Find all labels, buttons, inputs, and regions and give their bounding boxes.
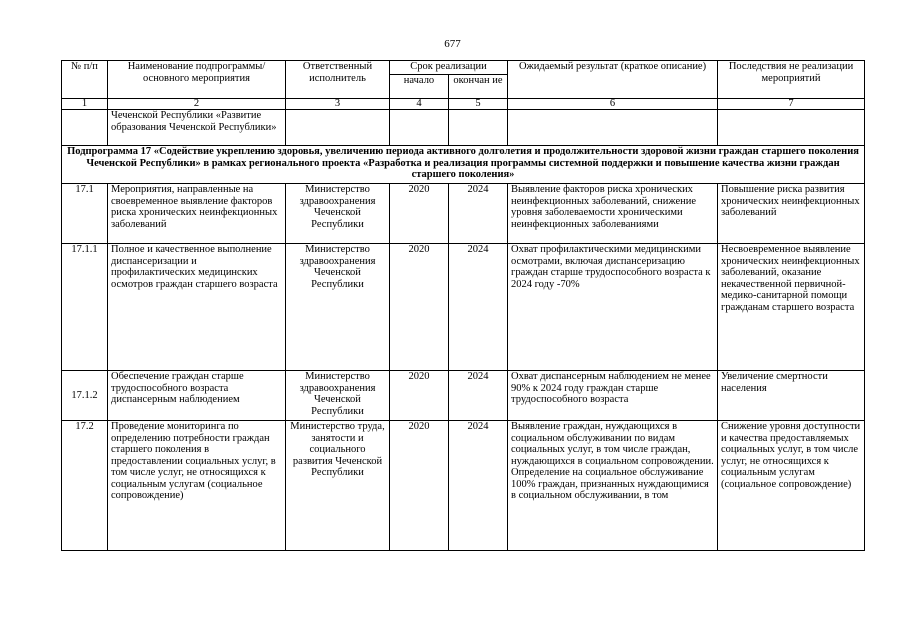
header-row [62, 61, 865, 75]
row-start: 2020 [390, 184, 449, 244]
column-numbers-row [62, 99, 865, 110]
row-consequences: Повышение риска развития хронических неинфекционных заболеваний [718, 184, 865, 244]
header-num: № п/п [62, 61, 108, 99]
row-executor: Министерство здравоохранения Чеченской Республики [286, 184, 390, 244]
column-number: 6 [508, 99, 718, 110]
row-result: Выявление факторов риска хронических неинфекционных заболеваний, снижение уровня заболеваемости хроническими неинфекционных заболеваниями [508, 184, 718, 244]
header-end: окончан ие [449, 75, 508, 99]
header-start: начало [390, 75, 449, 99]
header-name: Наименование подпрограммы/ основного мероприятия [108, 61, 286, 99]
row-consequences: Увеличение смертности населения [718, 371, 865, 421]
column-number: 1 [62, 99, 108, 110]
table-row [62, 244, 865, 371]
row-consequences: Несвоевременное выявление хронических неинфекционных заболеваний, оказание некачественной первичной-медико-санитарной помощи гражданам старшего возраста [718, 244, 865, 371]
program-table [61, 60, 865, 551]
column-number: 7 [718, 99, 865, 110]
row-executor: Министерство труда, занятости и социального развития Чеченской Республики [286, 421, 390, 551]
row-end: 2024 [449, 421, 508, 551]
row-result: Охват диспансерным наблюдением не менее 90% к 2024 году граждан старше трудоспособного возраста [508, 371, 718, 421]
page-number: 677 [444, 38, 461, 50]
header-consequences: Последствия не реализации мероприятий [718, 61, 865, 99]
row-executor: Министерство здравоохранения Чеченской Республики [286, 244, 390, 371]
row-result: Охват профилактическими медицинскими осмотрами, включая диспансеризацию граждан старше трудоспособного возраста к 2024 году -70% [508, 244, 718, 371]
row-name: Мероприятия, направленные на своевременное выявление факторов риска хронических неинфекционных заболеваний [108, 184, 286, 244]
row-consequences: Снижение уровня доступности и качества предоставляемых социальных услуг, в том числе услуг, не относящихся к социальным услугам (социальное сопровождение) [718, 421, 865, 551]
row-num: 17.1 [62, 184, 108, 244]
header-period: Срок реализации [390, 61, 508, 75]
row-num: 17.1.2 [62, 371, 108, 421]
row-end: 2024 [449, 244, 508, 371]
subprogram-title: Подпрограмма 17 «Содействие укреплению здоровья, увеличению периода активного долголетия и продолжительности здоровой жизни граждан старшего поколения Чеченской Республики» в рамках регионального проекта «Разработка и реализация программы системной поддержки и повышение качества жизни граждан старшего поколения» [62, 146, 865, 184]
row-name: Полное и качественное выполнение диспансеризации и профилактических медицинских осмотров граждан старшего возраста [108, 244, 286, 371]
header-result: Ожидаемый результат (краткое описание) [508, 61, 718, 99]
row-end: 2024 [449, 184, 508, 244]
column-number: 5 [449, 99, 508, 110]
row-num: 17.1.1 [62, 244, 108, 371]
row-end: 2024 [449, 371, 508, 421]
row-executor: Министерство здравоохранения Чеченской Республики [286, 371, 390, 421]
header-executor: Ответственный исполнитель [286, 61, 390, 99]
continuation-cell: Чеченской Республики «Развитие образования Чеченской Республики» [108, 110, 286, 146]
row-start: 2020 [390, 371, 449, 421]
column-number: 3 [286, 99, 390, 110]
row-result: Выявление граждан, нуждающихся в социальном обслуживании по видам социальных услуг, в том числе граждан, нуждающихся в социальном сопровождении. Определение на социальное обслуживание 100% граждан, признанных нуждающимися в социальном обслуживании, в том [508, 421, 718, 551]
table-row [62, 184, 865, 244]
row-name: Обеспечение граждан старше трудоспособного возраста диспансерным наблюдением [108, 371, 286, 421]
row-start: 2020 [390, 244, 449, 371]
row-name: Проведение мониторинга по определению потребности граждан старшего поколения в предоставлении социальных услуг, в том числе услуг, не относящихся к социальным услугам (социальное сопровождение) [108, 421, 286, 551]
row-num: 17.2 [62, 421, 108, 551]
table-row [62, 421, 865, 551]
subprogram-row [62, 146, 865, 184]
column-number: 2 [108, 99, 286, 110]
column-number: 4 [390, 99, 449, 110]
row-start: 2020 [390, 421, 449, 551]
continuation-row [62, 110, 865, 146]
table-row [62, 371, 865, 421]
